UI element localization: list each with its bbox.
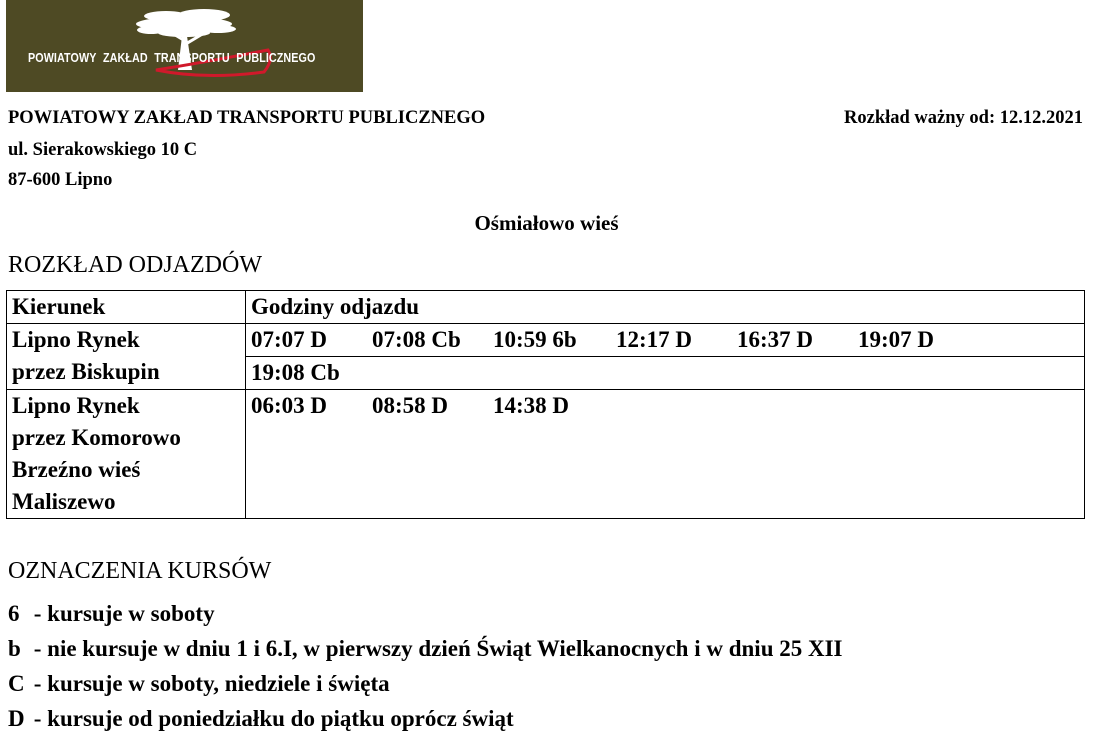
legend-text: - kursuje w soboty (33, 601, 215, 626)
org-name: POWIATOWY ZAKŁAD TRANSPORTU PUBLICZNEGO (8, 108, 486, 128)
timetable-title: ROZKŁAD ODJAZDÓW (8, 252, 262, 278)
legend-item (8, 601, 215, 627)
logo-word-4: PUBLICZNEGO (236, 51, 316, 65)
company-logo (6, 0, 363, 92)
logo-word-2: ZAKŁAD (102, 51, 148, 65)
legend-text: - kursuje w soboty, niedziele i święta (33, 671, 390, 696)
departure-time: 10:59 6b (493, 327, 577, 352)
departure-time: 08:58 D (372, 393, 449, 418)
col-times-header: Godziny odjazdu (246, 291, 1085, 324)
stop-name: Ośmiałowo wieś (474, 211, 619, 235)
direction-line: Lipno Rynek (12, 393, 140, 418)
logo-text (28, 51, 319, 65)
direction-line: przez Komorowo (12, 425, 181, 450)
departure-time: 19:07 D (858, 327, 935, 352)
route-direction (7, 324, 246, 390)
logo-word-1: POWIATOWY (28, 51, 97, 65)
legend-item (8, 706, 514, 732)
departure-time: 14:38 D (493, 393, 570, 418)
table-row (7, 390, 1085, 519)
legend-text: - nie kursuje w dniu 1 i 6.I, w pierwszy dzień Świąt Wielkanocnych i w dniu 25 XII (33, 636, 843, 661)
departure-time: 06:03 D (251, 393, 328, 418)
departure-times (246, 390, 1085, 519)
route-direction (7, 390, 246, 519)
valid-from: Rozkład ważny od: 12.12.2021 (844, 108, 1083, 128)
legend-text: - kursuje od poniedziałku do piątku oprócz świąt (33, 706, 514, 731)
direction-line: Brzeźno wieś (12, 457, 141, 482)
legend-item (8, 671, 390, 697)
departure-time: 16:37 D (737, 327, 814, 352)
table-header-row (7, 291, 1085, 324)
timetable (6, 290, 1085, 519)
logo-word-3: TRANSPORTU (154, 51, 230, 65)
legend-item (8, 636, 843, 662)
direction-line: Maliszewo (12, 489, 116, 514)
tree-logo-icon (6, 0, 363, 92)
direction-line: Lipno Rynek (12, 327, 140, 352)
legend-code: C (8, 671, 25, 696)
departure-times (246, 357, 1085, 390)
departure-time: 07:07 D (251, 327, 328, 352)
departure-time: 12:17 D (616, 327, 693, 352)
legend-title: OZNACZENIA KURSÓW (8, 558, 272, 584)
org-street: ul. Sierakowskiego 10 C (8, 140, 198, 160)
legend-code: 6 (8, 601, 20, 626)
col-direction-header: Kierunek (7, 291, 246, 324)
legend-code: D (8, 706, 25, 731)
departure-time: 07:08 Cb (372, 327, 461, 352)
org-city: 87-600 Lipno (8, 170, 113, 190)
departure-times (246, 324, 1085, 357)
departure-time: 19:08 Cb (251, 360, 340, 385)
table-row (7, 324, 1085, 357)
direction-line: przez Biskupin (12, 359, 160, 384)
legend-code: b (8, 636, 21, 661)
